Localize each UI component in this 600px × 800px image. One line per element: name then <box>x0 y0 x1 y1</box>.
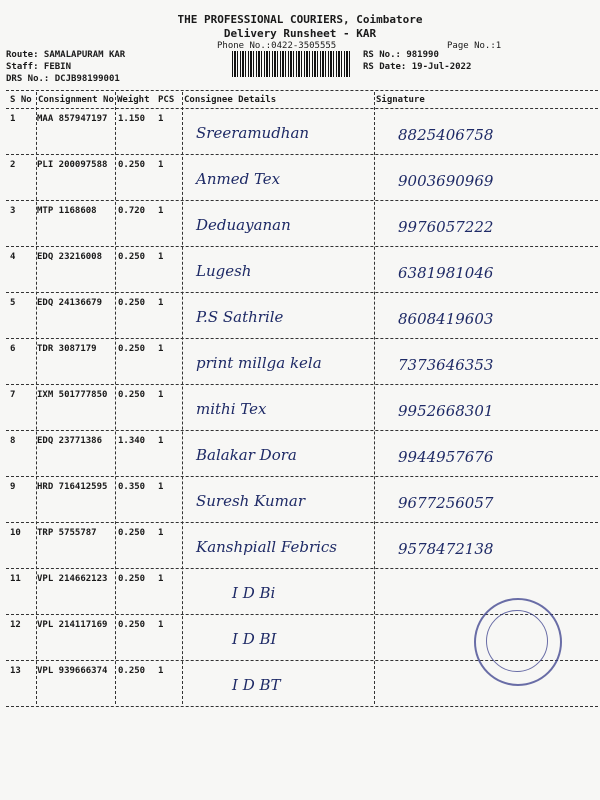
row-weight: 0.250 <box>118 620 146 630</box>
handwritten-consignee: I D BT <box>232 676 281 694</box>
row-sno: 10 <box>10 528 21 538</box>
row-divider <box>6 292 598 293</box>
handwritten-consignee: Sreeramudhan <box>196 124 310 142</box>
handwritten-signature: 9976057222 <box>398 218 494 236</box>
handwritten-signature: 9677256057 <box>398 494 494 512</box>
handwritten-consignee: Suresh Kumar <box>196 492 305 510</box>
handwritten-signature: 9944957676 <box>398 448 494 466</box>
handwritten-signature: 9952668301 <box>398 402 494 420</box>
row-sno: 8 <box>10 436 16 446</box>
row-pcs: 1 <box>158 620 164 630</box>
row-weight: 1.150 <box>118 114 146 124</box>
row-sno: 5 <box>10 298 16 308</box>
page-number: Page No.:1 <box>447 41 502 51</box>
row-consignment: MAA 857947197 <box>37 114 108 124</box>
row-pcs: 1 <box>158 482 164 492</box>
rs-number: RS No.: 981990 <box>363 50 439 60</box>
row-weight: 0.250 <box>118 252 146 262</box>
header-divider-bottom <box>6 108 598 109</box>
handwritten-consignee: Anmed Tex <box>196 170 281 188</box>
handwritten-signature: 8825406758 <box>398 126 494 144</box>
staff-label: Staff: FEBIN <box>6 62 72 72</box>
row-divider <box>6 154 598 155</box>
row-sno: 12 <box>10 620 21 630</box>
handwritten-signature: 8608419603 <box>398 310 494 328</box>
row-pcs: 1 <box>158 160 164 170</box>
row-divider <box>6 384 598 385</box>
header-divider-top <box>6 90 598 91</box>
row-weight: 0.250 <box>118 574 146 584</box>
handwritten-signature: 7373646353 <box>398 356 494 374</box>
handwritten-signature: 9003690969 <box>398 172 494 190</box>
handwritten-consignee: I D BI <box>232 630 277 648</box>
row-consignment: MTP 1168608 <box>37 206 97 216</box>
row-weight: 0.720 <box>118 206 146 216</box>
row-sno: 3 <box>10 206 16 216</box>
row-divider <box>6 568 598 569</box>
rs-date: RS Date: 19-Jul-2022 <box>363 62 472 72</box>
handwritten-signature: 6381981046 <box>398 264 494 282</box>
handwritten-consignee: I D Bi <box>232 584 276 602</box>
col-signature: Signature <box>376 95 425 105</box>
col-weight: Weight <box>117 95 150 105</box>
row-consignment: TRP 5755787 <box>37 528 97 538</box>
row-consignment: EDQ 24136679 <box>37 298 103 308</box>
col-consignment: Consignment No <box>38 95 114 105</box>
row-weight: 0.250 <box>118 390 146 400</box>
col-pcs: PCS <box>158 95 175 105</box>
row-pcs: 1 <box>158 574 164 584</box>
row-consignment: TDR 3087179 <box>37 344 97 354</box>
row-divider <box>6 200 598 201</box>
row-weight: 0.250 <box>118 666 146 676</box>
row-sno: 13 <box>10 666 21 676</box>
row-pcs: 1 <box>158 298 164 308</box>
row-sno: 1 <box>10 114 16 124</box>
row-pcs: 1 <box>158 390 164 400</box>
route-label: Route: SAMALAPURAM KAR <box>6 50 126 60</box>
row-sno: 7 <box>10 390 16 400</box>
row-divider <box>6 522 598 523</box>
handwritten-consignee: Kanshpiall Febrics <box>196 538 338 556</box>
row-pcs: 1 <box>158 528 164 538</box>
row-weight: 1.340 <box>118 436 146 446</box>
handwritten-consignee: P.S Sathrile <box>196 308 284 326</box>
barcode <box>232 51 352 77</box>
handwritten-signature: 9578472138 <box>398 540 494 558</box>
row-consignment: EDQ 23216008 <box>37 252 103 262</box>
row-consignment: HRD 716412595 <box>37 482 108 492</box>
col-consignee: Consignee Details <box>184 95 277 105</box>
row-sno: 2 <box>10 160 16 170</box>
row-weight: 0.250 <box>118 344 146 354</box>
row-sno: 9 <box>10 482 16 492</box>
row-pcs: 1 <box>158 436 164 446</box>
handwritten-consignee: Deduayanan <box>196 216 291 234</box>
row-weight: 0.250 <box>118 298 146 308</box>
row-consignment: IXM 501777850 <box>37 390 108 400</box>
row-sno: 4 <box>10 252 16 262</box>
row-sno: 6 <box>10 344 16 354</box>
row-consignment: PLI 200097588 <box>37 160 108 170</box>
phone-number: Phone No.:0422-3505555 <box>217 41 337 51</box>
row-pcs: 1 <box>158 666 164 676</box>
handwritten-consignee: print millga kela <box>196 354 322 372</box>
row-weight: 0.250 <box>118 160 146 170</box>
row-divider <box>6 706 598 707</box>
row-sno: 11 <box>10 574 21 584</box>
handwritten-consignee: Balakar Dora <box>196 446 297 464</box>
company-title: THE PROFESSIONAL COURIERS, Coimbatore <box>177 13 423 26</box>
document-title: Delivery Runsheet - KAR <box>223 27 377 40</box>
handwritten-consignee: Lugesh <box>196 262 252 280</box>
row-pcs: 1 <box>158 344 164 354</box>
row-divider <box>6 476 598 477</box>
bank-stamp <box>474 598 562 686</box>
handwritten-consignee: mithi Tex <box>196 400 267 418</box>
row-consignment: VPL 214662123 <box>37 574 108 584</box>
row-pcs: 1 <box>158 114 164 124</box>
row-divider <box>6 338 598 339</box>
row-consignment: VPL 939666374 <box>37 666 108 676</box>
row-divider <box>6 430 598 431</box>
row-consignment: VPL 214117169 <box>37 620 108 630</box>
row-consignment: EDQ 23771386 <box>37 436 103 446</box>
row-weight: 0.250 <box>118 528 146 538</box>
col-sno: S No <box>10 95 32 105</box>
row-weight: 0.350 <box>118 482 146 492</box>
row-pcs: 1 <box>158 206 164 216</box>
row-divider <box>6 246 598 247</box>
drs-number: DRS No.: DCJB98199001 <box>6 74 120 84</box>
row-pcs: 1 <box>158 252 164 262</box>
